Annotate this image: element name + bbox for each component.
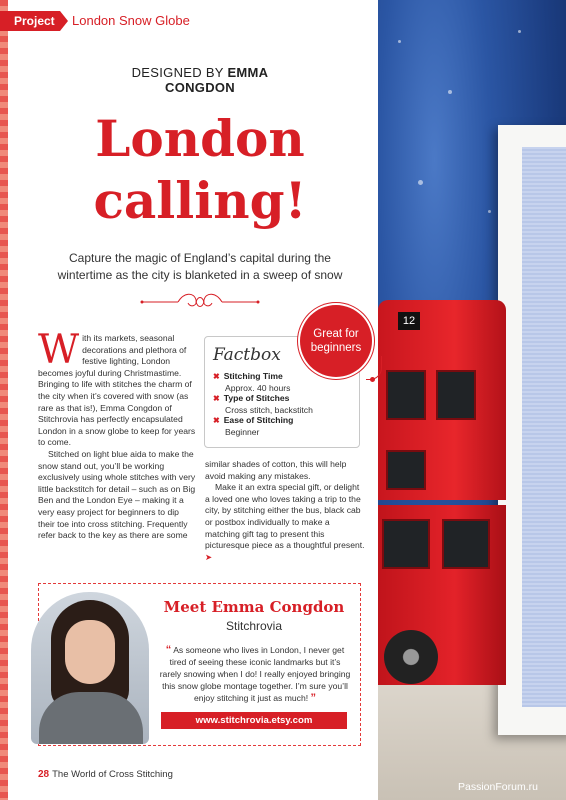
- second-column: similar shades of cotton, this will help avoid making any mistakes. Make it an extra special gift, or delight a loved one who loves taking a trip to the city, by stitching either the bus, black cab or postbox individually to make a matching gift tag to present this picturesque piece as a thoughtful present. ➤: [205, 459, 365, 562]
- fact-value: Cross stitch, backstitch: [225, 404, 313, 415]
- edge-stripe: [0, 0, 8, 800]
- page-number: 28: [38, 769, 50, 780]
- fact-value: Beginner: [225, 426, 260, 437]
- fact-list: [213, 371, 353, 438]
- designer-name: EMMA CONGDON: [165, 65, 269, 95]
- fact-label: ✖ Type of Stitches: [213, 393, 290, 404]
- beginners-badge: Great for beginners: [300, 305, 372, 377]
- hero-photo: [378, 0, 566, 800]
- toy-bus: [378, 300, 506, 720]
- shop-link[interactable]: www.stitchrovia.etsy.com: [161, 712, 347, 729]
- project-tag: Project: [0, 11, 60, 31]
- byline: DESIGNED BY EMMA CONGDON: [131, 65, 269, 95]
- picture-frame: [498, 125, 566, 735]
- designer-portrait: [31, 592, 149, 744]
- cross-icon: ✖: [213, 372, 220, 381]
- cross-icon: ✖: [213, 416, 220, 426]
- meet-designer-box: [38, 583, 361, 746]
- factbox-title: Factbox: [213, 345, 281, 365]
- close-quote-icon: ”: [310, 692, 317, 704]
- fact-value: Approx. 40 hours: [225, 382, 291, 393]
- headline: London calling!: [93, 109, 307, 230]
- cross-icon: ✖: [213, 394, 220, 404]
- magazine-name: The World of Cross Stitching: [52, 769, 173, 780]
- meet-title: Meet Emma Congdon: [163, 598, 345, 616]
- intro-column: With its markets, seasonal decorations and plethora of festive lighting, London becomes joyful during Christmastime. Bringing to life with stitches the charm of the city when it’s covered with snow (as rare as that is!), Emma Congdon of Stitchrovia has perfectly encapsulated London in a snow globe to keep for years to come. Stitched on light blue aida to make the snow stand out, you’ll be working exclusively using whole stitches with very little backstitch for detail – such as on Big Ben and the London Eye – making it a very easy project for beginners to dip their toe into cross stitching. Frequently refer back to the key as there are some: [38, 327, 196, 541]
- fact-label: ✖ Stitching Time: [213, 371, 283, 381]
- badge-dot: [370, 377, 375, 382]
- designer-quote: “ As someone who lives in London, I never get tired of seeing these iconic landmarks but it’s rarely snowing when I do! I really enjoyed bringing this snow globe montage together. I’m sure you’ll enjoy stitching it just as much! ”: [159, 644, 351, 704]
- open-quote-icon: “: [165, 644, 172, 656]
- fact-label: ✖ Ease of Stitching: [213, 415, 294, 426]
- section-title: London Snow Globe: [72, 13, 190, 28]
- page-footer: [38, 769, 173, 780]
- ornament-divider: [140, 290, 260, 314]
- watermark: PassionForum.ru: [458, 781, 538, 793]
- drop-cap: W: [38, 327, 80, 373]
- bus-number: 12: [398, 312, 420, 330]
- end-arrow-icon: ➤: [205, 551, 213, 562]
- standfirst: Capture the magic of England’s capital during the wintertime as the city is blanketed in a sweep of snow: [57, 251, 343, 282]
- meet-subtitle: Stitchrovia: [225, 619, 283, 633]
